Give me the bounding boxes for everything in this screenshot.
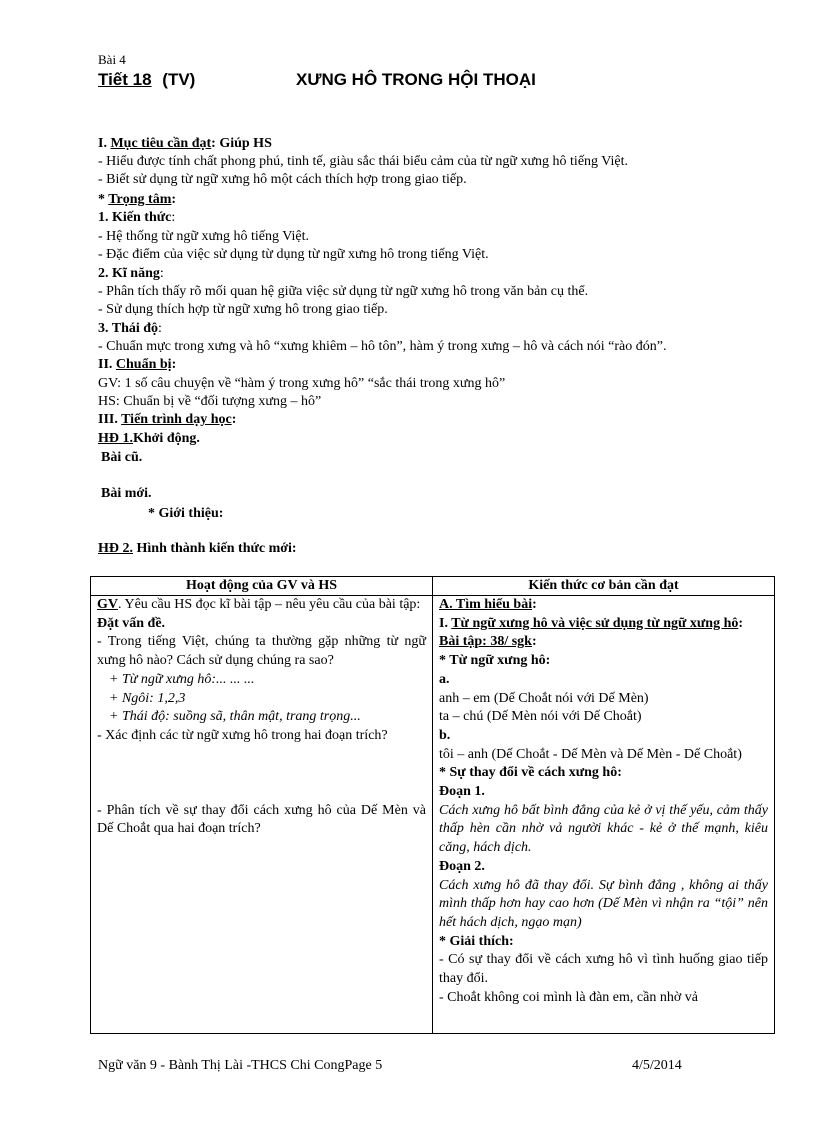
teacher-instruction-text: . Yêu cầu HS đọc kĩ bài tập – nêu yêu cầu của bài tập: bbox=[118, 597, 421, 612]
explain-line: - Choắt không coi mình là đàn em, cần nhờ vả bbox=[439, 989, 698, 1005]
focus-star: * bbox=[98, 192, 109, 207]
activities-cell bbox=[91, 596, 433, 1034]
passage-2-label: Đoạn 2. bbox=[439, 858, 485, 874]
table-row bbox=[91, 596, 775, 1034]
problem-heading: Đặt vấn đề. bbox=[97, 615, 166, 631]
item-a-label: a. bbox=[439, 671, 450, 687]
skill-heading bbox=[98, 265, 164, 283]
attitude-line: - Chuẩn mực trong xưng và hô “xưng khiêm – hô tôn”, hàm ý trong xưng – hô và cách nói “rào đón”. bbox=[98, 339, 667, 354]
objective-line: - Hiểu được tính chất phong phú, tinh tế, giàu sắc thái biểu cảm của từ ngữ xưng hô tiếng Việt. bbox=[98, 154, 629, 169]
bullet-attitude: + Thái độ: suồng sã, thân mật, trang trọng... bbox=[109, 709, 361, 725]
part-a-title: A. Tìm hiểu bài bbox=[439, 597, 533, 612]
explain-line: - Có sự thay đổi về cách xưng hô vì tình huống giao tiếp thay đổi. bbox=[439, 952, 768, 987]
item-b-label: b. bbox=[439, 727, 451, 743]
section-title: Chuẩn bị bbox=[115, 357, 172, 372]
change-heading: * Sự thay đổi về cách xưng hô: bbox=[439, 765, 622, 781]
exercise-heading bbox=[439, 633, 768, 652]
old-lesson-label: Bài cũ. bbox=[101, 450, 143, 465]
preparation-line: GV: 1 số câu chuyện về “hàm ý trong xưng hô” “sắc thái trong xưng hô” bbox=[98, 376, 506, 391]
attitude-heading bbox=[98, 320, 162, 338]
part-a-tail: : bbox=[532, 597, 537, 612]
section-number: III. bbox=[98, 412, 122, 427]
section-process-heading bbox=[98, 411, 236, 429]
preparation-line: HS: Chuẩn bị về “đối tượng xưng – hô” bbox=[98, 394, 322, 409]
intro-label: * Giới thiệu: bbox=[148, 506, 224, 521]
footer-author: Ngữ văn 9 - Bành Thị Lài -THCS Chi Cong bbox=[98, 1058, 345, 1073]
knowledge-title: 1. Kiến thức bbox=[98, 210, 172, 225]
exercise-title: Bài tập: 38/ sgk bbox=[439, 634, 532, 650]
passage-1-text: Cách xưng hô bất bình đẳng của kẻ ở vị thế yếu, cảm thấy thấp hèn cần nhờ vả người khác - kẻ ở thế mạnh, kiêu căng, hách dịch. bbox=[439, 802, 768, 856]
lesson-table bbox=[90, 576, 775, 1034]
period-number: Tiết 18 bbox=[98, 70, 152, 89]
section-number: I. bbox=[98, 136, 111, 151]
section-objectives-heading bbox=[98, 135, 272, 153]
skill-title: 2. Kĩ năng bbox=[98, 266, 160, 281]
activity-2-title: Hình thành kiến thức mới: bbox=[133, 541, 297, 556]
footer-left bbox=[98, 1058, 382, 1074]
terms-heading: * Từ ngữ xưng hô: bbox=[439, 653, 551, 669]
col-knowledge-header: Kiến thức cơ bản cần đạt bbox=[433, 577, 775, 596]
col-activities-header: Hoạt động của GV và HS bbox=[91, 577, 433, 596]
page-title: XƯNG HÔ TRONG HỘI THOẠI bbox=[296, 70, 536, 89]
item-a-line: anh – em (Dế Choắt nói với Dế Mèn) bbox=[439, 690, 649, 706]
focus-heading bbox=[98, 191, 176, 209]
section-number: II. bbox=[98, 357, 116, 372]
question-1: - Trong tiếng Việt, chúng ta thường gặp những từ ngữ xưng hô nào? Cách sử dụng chúng ra sao? bbox=[97, 634, 426, 669]
bullet-persons: + Ngôi: 1,2,3 bbox=[109, 690, 186, 706]
question-2: - Xác định các từ ngữ xưng hô trong hai đoạn trích? bbox=[97, 727, 388, 743]
new-lesson-label: Bài mới. bbox=[101, 486, 152, 501]
table-header-row bbox=[91, 577, 775, 596]
passage-1-label: Đoạn 1. bbox=[439, 784, 485, 800]
explain-heading: * Giải thích: bbox=[439, 933, 514, 949]
attitude-tail: : bbox=[158, 321, 162, 336]
period-label bbox=[98, 70, 195, 90]
footer-page: Page 5 bbox=[344, 1058, 383, 1073]
teacher-instruction bbox=[97, 596, 426, 615]
part-i-number: I. bbox=[439, 615, 452, 631]
lesson-number: Bài 4 bbox=[98, 52, 126, 67]
attitude-title: 3. Thái độ bbox=[98, 321, 159, 336]
passage-2-text: Cách xưng hô đã thay đổi. Sự bình đẳng , không ai thấy mình thấp hơn hay cao hơn (Dế Mèn vì nhận ra “tội” nên hết hách dịch, ngạo mạn) bbox=[439, 877, 768, 930]
skill-line: - Phân tích thấy rõ mối quan hệ giữa việc sử dụng từ ngữ xưng hô trong văn bản cụ thể. bbox=[98, 284, 589, 299]
part-a-heading bbox=[439, 596, 768, 615]
subject-code: (TV) bbox=[162, 70, 196, 89]
part-i-tail: : bbox=[738, 615, 744, 631]
section-title-tail: : Giúp HS bbox=[211, 136, 272, 151]
section-title-tail: : bbox=[231, 412, 237, 427]
activity-1-label: HĐ 1. bbox=[98, 431, 133, 446]
section-title: Mục tiêu cần đạt bbox=[110, 136, 212, 151]
knowledge-line: - Hệ thống từ ngữ xưng hô tiếng Việt. bbox=[98, 229, 310, 244]
skill-line: - Sử dụng thích hợp từ ngữ xưng hô trong giao tiếp. bbox=[98, 302, 388, 317]
skill-tail: : bbox=[159, 266, 164, 281]
activity-2-heading bbox=[98, 540, 297, 558]
exercise-tail: : bbox=[531, 634, 537, 650]
part-i-heading bbox=[439, 615, 768, 634]
knowledge-cell bbox=[433, 596, 775, 1034]
item-b-line: tôi – anh (Dế Choắt - Dế Mèn và Dế Mèn - Dế Choắt) bbox=[439, 746, 742, 762]
objective-line: - Biết sử dụng từ ngữ xưng hô một cách thích hợp trong giao tiếp. bbox=[98, 172, 467, 187]
question-3: - Phân tích về sự thay đổi cách xưng hô của Dế Mèn và Dế Choắt qua hai đoạn trích? bbox=[97, 802, 426, 837]
item-a-line: ta – chú (Dế Mèn nói với Dế Choắt) bbox=[439, 709, 642, 725]
knowledge-line: - Đặc điểm của việc sử dụng từ dụng từ ngữ xưng hô trong tiếng Việt. bbox=[98, 247, 489, 262]
knowledge-tail: : bbox=[171, 210, 176, 225]
activity-1-heading bbox=[98, 430, 200, 448]
focus-title: Trọng tâm bbox=[108, 192, 172, 207]
teacher-label: GV bbox=[97, 597, 118, 612]
part-i-title: Từ ngữ xưng hô và việc sử dụng từ ngữ xưng hô bbox=[451, 615, 739, 631]
focus-tail: : bbox=[171, 192, 177, 207]
section-title: Tiến trình dạy học bbox=[121, 412, 232, 427]
section-preparation-heading bbox=[98, 356, 176, 374]
activity-1-title: Khởi động. bbox=[133, 431, 200, 446]
bullet-terms: + Từ ngữ xưng hô:... ... ... bbox=[109, 671, 255, 687]
footer-date: 4/5/2014 bbox=[632, 1058, 682, 1073]
spacer bbox=[97, 746, 426, 802]
section-title-tail: : bbox=[171, 357, 177, 372]
activity-2-label: HĐ 2. bbox=[98, 541, 133, 556]
knowledge-heading bbox=[98, 209, 175, 227]
